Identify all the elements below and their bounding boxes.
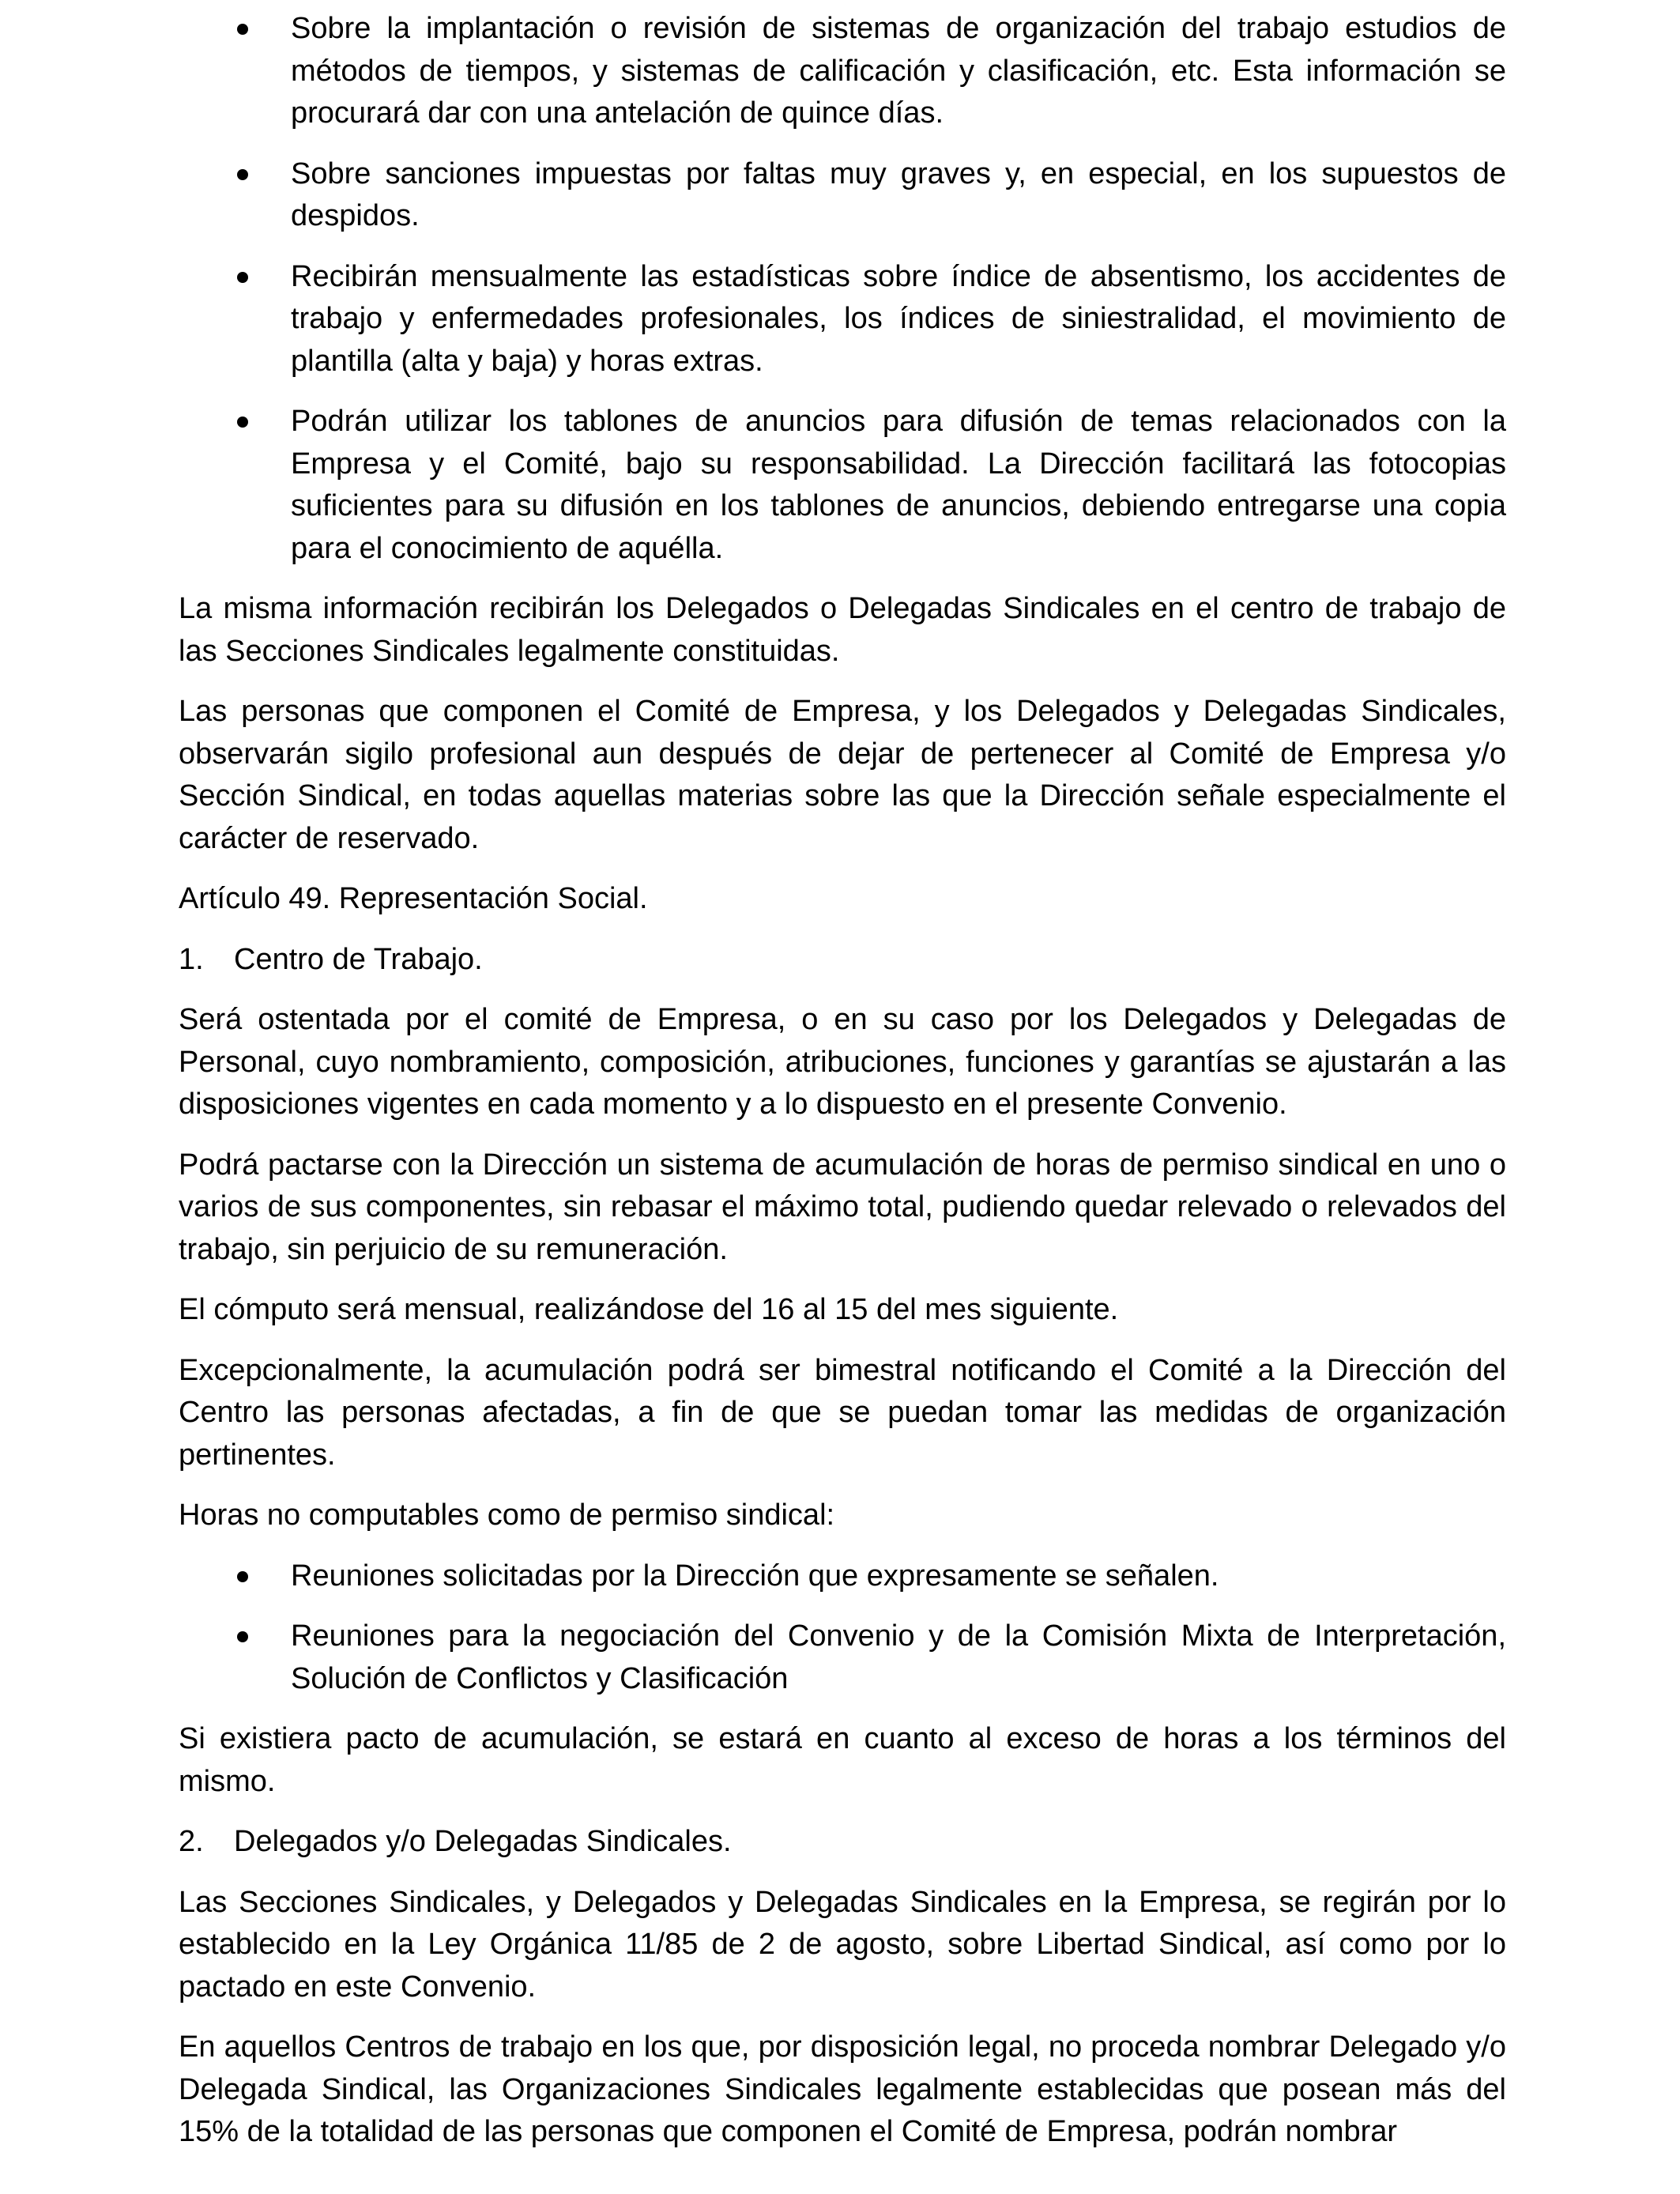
bullet-icon [237, 417, 248, 428]
paragraph: Podrá pactarse con la Dirección un sistema de acumulación de horas de permiso sindical en uno o varios de sus componentes, sin rebasar el máximo total, pudiendo quedar relevado o relevados del trabajo, sin perjuicio de su remuneración. [179, 1148, 1506, 1266]
list-item-text: Sobre la implantación o revisión de sistemas de organización del trabajo estudios de métodos de tiempos, y sistemas de calificación y clasificación, etc. Esta información se procurará dar con una antelación de quince días. [291, 12, 1506, 130]
paragraph: Las personas que componen el Comité de Empresa, y los Delegados y Delegadas Sindicales, observarán sigilo profesional aun después de dejar de pertenecer al Comité de Empresa y/o Sección Sindical, en todas aquellas materias sobre las que la Dirección señale especialmente el carácter de reservado. [179, 695, 1506, 855]
list-item-text: Podrán utilizar los tablones de anuncios para difusión de temas relacionados con la Empresa y el Comité, bajo su responsabilidad. La Dirección facilitará las fotocopias suficientes para su difusión en los tablones de anuncios, debiendo entregarse una copia para el conocimiento de aquélla. [291, 405, 1506, 565]
paragraph: Será ostentada por el comité de Empresa, o en su caso por los Delegados y Delegadas de Personal, cuyo nombramiento, composición, atribuciones, funciones y garantías se ajustarán a las disposiciones vigentes en cada momento y a lo dispuesto en el presente Convenio. [179, 1003, 1506, 1121]
list-item [179, 1555, 1506, 1598]
list-item-text: Reuniones para la negociación del Convenio y de la Comisión Mixta de Interpretación, Solución de Conflictos y Clasificación [291, 1619, 1506, 1695]
bullet-icon [237, 24, 248, 35]
section-heading-1 [179, 939, 1506, 982]
paragraph: La misma información recibirán los Delegados o Delegadas Sindicales en el centro de trabajo de las Secciones Sindicales legalmente constituidas. [179, 592, 1506, 668]
list-item-text: Reuniones solicitadas por la Dirección que expresamente se señalen. [291, 1559, 1219, 1593]
list-item [179, 153, 1506, 238]
section-number: 2. [179, 1825, 204, 1858]
bullet-icon [237, 1571, 248, 1582]
section-number: 1. [179, 942, 204, 976]
paragraph: En aquellos Centros de trabajo en los que, por disposición legal, no proceda nombrar Delegado y/o Delegada Sindical, las Organizaciones Sindicales legalmente establecidas que posean más del 15% de la totalidad de las personas que componen el Comité de Empresa, podrán nombrar [179, 2030, 1506, 2148]
paragraph: Las Secciones Sindicales, y Delegados y Delegadas Sindicales en la Empresa, se regirán por lo establecido en la Ley Orgánica 11/85 de 2 de agosto, sobre Libertad Sindical, así como por lo pactado en este Convenio. [179, 1885, 1506, 2004]
list-item-text: Recibirán mensualmente las estadísticas sobre índice de absentismo, los accidentes de trabajo y enfermedades profesionales, los índices de siniestralidad, el movimiento de plantilla (alta y baja) y horas extras. [291, 259, 1506, 378]
paragraph: El cómputo será mensual, realizándose del 16 al 15 del mes siguiente. [179, 1293, 1119, 1326]
article-heading: Artículo 49. Representación Social. [179, 882, 648, 915]
bullet-icon [237, 169, 248, 180]
list-item [179, 401, 1506, 570]
list-item-text: Sobre sanciones impuestas por faltas muy graves y, en especial, en los supuestos de despidos. [291, 156, 1506, 232]
page-content [179, 8, 1506, 2172]
bullet-list-mid [179, 1555, 1506, 1701]
list-item [179, 256, 1506, 383]
section-heading-2 [179, 1821, 1506, 1864]
paragraph: Excepcionalmente, la acumulación podrá ser bimestral notificando el Comité a la Dirección del Centro las personas afectadas, a fin de que se puedan tomar las medidas de organización pertinentes. [179, 1353, 1506, 1472]
bullet-icon [237, 272, 248, 283]
bullet-icon [237, 1631, 248, 1642]
bullet-list-top [179, 8, 1506, 570]
paragraph: Si existiera pacto de acumulación, se estará en cuanto al exceso de horas a los términos del mismo. [179, 1722, 1506, 1798]
section-title: Centro de Trabajo. [234, 942, 483, 976]
paragraph: Horas no computables como de permiso sindical: [179, 1498, 835, 1532]
list-item [179, 8, 1506, 135]
section-title: Delegados y/o Delegadas Sindicales. [234, 1825, 732, 1858]
list-item [179, 1615, 1506, 1700]
